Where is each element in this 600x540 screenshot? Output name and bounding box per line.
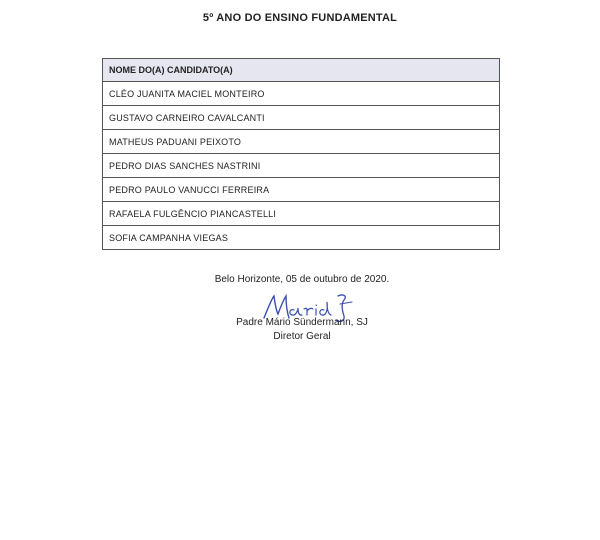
table-row: GUSTAVO CARNEIRO CAVALCANTI <box>103 106 499 130</box>
table-row: PEDRO DIAS SANCHES NASTRINI <box>103 154 499 178</box>
table-row: CLÉO JUANITA MACIEL MONTEIRO <box>103 82 499 106</box>
table-row: SOFIA CAMPANHA VIEGAS <box>109 232 229 243</box>
table-row: MATHEUS PADUANI PEIXOTO <box>103 130 499 154</box>
table-header: NOME DO(A) CANDIDATO(A) <box>103 59 499 82</box>
table-row: PEDRO PAULO VANUCCI FERREIRA <box>103 178 499 202</box>
table-row: RAFAELA FULGÊNCIO PIANCASTELLI <box>103 202 499 226</box>
candidates-table <box>102 58 500 250</box>
signer-role: Diretor Geral <box>273 331 331 342</box>
place-date: Belo Horizonte, 05 de outubro de 2020. <box>214 274 390 285</box>
signer-name: Padre Mário Sündermann, SJ <box>236 317 368 328</box>
document-title: 5º ANO DO ENSINO FUNDAMENTAL <box>202 12 398 24</box>
